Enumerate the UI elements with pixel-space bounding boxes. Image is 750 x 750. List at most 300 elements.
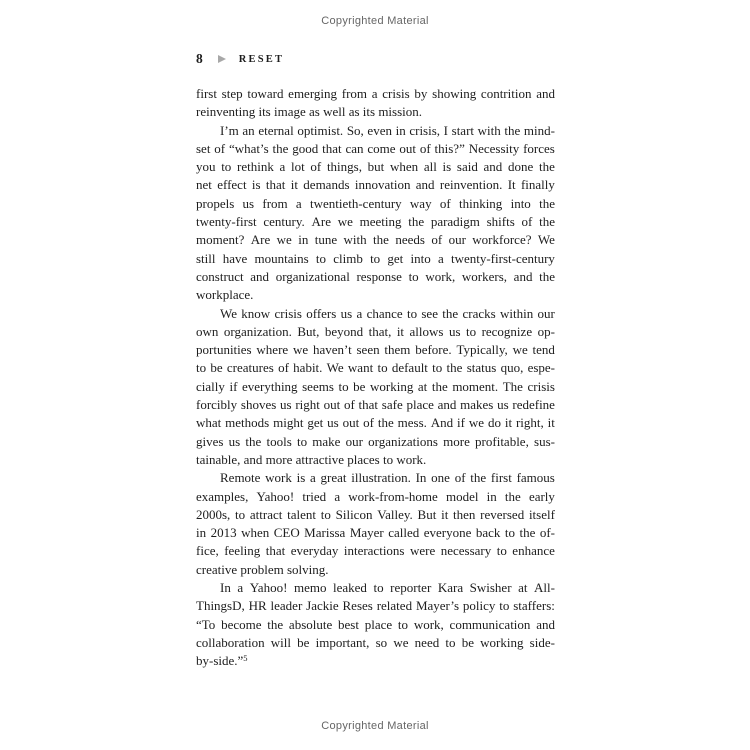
word: to [338,378,349,394]
word: still [196,250,216,266]
word: one [431,470,450,486]
word: The [502,378,523,394]
word: can [345,140,364,156]
word: them [384,342,411,358]
word: a [237,580,244,596]
word: the [539,195,555,211]
word: in [196,525,207,541]
text-line [196,359,555,377]
copyright-notice-bottom: Copyrighted Material [321,720,429,732]
word: famous [516,470,555,486]
word: leaked [333,580,367,596]
word: related [376,598,413,614]
word: the [442,305,459,321]
word: century. [263,214,305,230]
word: Necessity [468,140,520,156]
word: to [499,598,510,614]
word: optimist. [297,122,344,138]
word: creatures [226,360,274,376]
word: chance [366,305,403,321]
word: side- [529,634,555,650]
word: where [256,342,289,358]
word: out [323,397,341,413]
word: of- [539,525,555,541]
word: what [196,415,222,431]
word: tools [266,433,292,449]
word: of [310,159,322,175]
word: to [504,525,515,541]
word: it [504,415,513,431]
word: I [443,122,449,138]
word: a [356,305,363,321]
word: We [326,360,344,376]
word: you [196,159,216,175]
word: “what’s [228,140,269,156]
word: important, [315,634,370,650]
word: mess. [397,415,427,431]
word: feeling [224,543,261,559]
word: the [538,159,555,175]
word: reinvention. [439,177,503,193]
word: to [315,250,327,266]
word: ThingsD, [196,598,245,614]
word: net [196,177,212,193]
text-line [196,433,555,451]
word: when [241,525,270,541]
word: methods [225,415,270,431]
word: In [415,470,427,486]
word: and [437,397,457,413]
word: get [387,250,404,266]
word: absolute [288,616,333,632]
word: it [396,323,405,339]
word: we [276,232,292,248]
word: memo [293,580,327,596]
word: showing [432,86,477,101]
word: recognize [481,323,533,339]
word: the [245,433,262,449]
word: organizational [275,268,350,284]
word: status [466,360,497,376]
word: us [448,323,461,339]
word: CEO [273,525,300,541]
word: 2013 [210,525,237,541]
word: own [196,323,219,339]
word: enhance [512,543,555,559]
word: be [210,360,223,376]
word: forces [523,140,555,156]
word: us [327,415,339,431]
word: early [528,488,555,504]
word: model [445,488,479,504]
word: We [220,305,237,321]
word: then [453,506,476,522]
word: to [235,506,246,522]
word: cially [196,378,225,394]
word: great [320,470,347,486]
word: place [406,397,434,413]
word: even [367,122,392,138]
word: be [353,378,366,394]
word: all [423,159,437,175]
word: op- [537,323,555,339]
word: when [389,159,419,175]
word: us [228,433,241,449]
word: propels [196,195,235,211]
text-line [196,85,555,103]
word: eternal [258,122,294,138]
word: contrition [480,86,532,101]
word: do [487,415,501,431]
text-line [196,268,555,286]
word: crisis [382,86,410,101]
word: of [278,360,289,376]
word: construct [196,268,244,284]
footnote-reference: 5 [243,653,248,664]
text-line: workplace. [196,287,254,303]
word: But [417,506,437,522]
word: the [539,268,555,284]
word: HR [248,598,267,614]
word: redefine [512,397,555,413]
word: to [406,305,418,321]
word: workers, [461,268,508,284]
word: Typically, [456,342,508,358]
word: into [510,195,531,211]
word: meeting [359,214,402,230]
text-line [196,195,555,213]
word: and [415,177,435,193]
word: this?” [434,140,465,156]
word: the [377,415,394,431]
word: at [417,378,428,394]
word: It [507,177,516,193]
word: to [496,543,507,559]
text-line [196,597,555,615]
word: done [508,159,534,175]
word: a [310,470,316,486]
word: demands [303,177,350,193]
word: is [251,177,261,193]
word: workforce? [472,232,532,248]
running-head-title: RESET [238,53,285,65]
word: it [547,415,555,431]
word: the [272,140,289,156]
word: get [307,415,324,431]
word: safe [381,397,403,413]
word: mountains [254,250,309,266]
right-triangle-icon [218,55,226,63]
word: it [441,506,449,522]
word: that [265,177,286,193]
word: needs [395,232,425,248]
word: to [377,360,388,376]
word: of [439,195,451,211]
word: place [364,616,393,632]
word: come [367,140,396,156]
word: examples, [196,488,249,504]
word: at [518,580,528,596]
word: moment. [452,378,499,394]
word: thinking [458,195,503,211]
word: Yahoo! [249,580,288,596]
word: right [295,397,320,413]
word: gives [196,433,224,449]
word: working [480,634,524,650]
word: start [451,122,475,138]
word: have [222,250,248,266]
word: our [537,305,555,321]
word: and [536,616,555,632]
word: reporter [390,580,432,596]
text-line [196,323,555,341]
word: by [414,86,428,101]
word: from [341,86,368,101]
word: twenty-first-century [450,250,555,266]
text-line: tainable, and more attractive places to work. [196,451,427,467]
word: of [521,214,533,230]
word: Swisher [469,580,512,596]
word: offers [306,305,337,321]
word: and [250,268,270,284]
word: out [399,140,416,156]
text-line: reinventing its image as well as its mission. [196,104,423,120]
word: toward [247,86,284,101]
word: it [290,177,298,193]
word: effect [217,177,247,193]
word: the [470,470,487,486]
word: Mayer’s [415,598,460,614]
word: seen [356,342,380,358]
text-line [196,250,555,268]
word: All- [534,580,555,596]
word: into [410,250,431,266]
word: everyday [290,543,339,559]
word: In [220,580,231,596]
word: seems [302,378,334,394]
word: Marissa [304,525,346,541]
word: we [337,214,353,230]
word: portunities [196,342,252,358]
word: that, [368,323,392,339]
word: policy [462,598,496,614]
word: make [312,433,341,449]
word: mind- [523,122,555,138]
word: talent [287,506,317,522]
word: habit. [293,360,323,376]
word: work-from-home [348,488,438,504]
word: Yahoo! [256,488,295,504]
word: reversed [480,506,525,522]
word: Reses [342,598,373,614]
word: the [539,214,555,230]
word: communication [449,616,531,632]
word: the [504,488,521,504]
word: to [408,268,419,284]
word: before. [415,342,452,358]
word: necessary [440,543,492,559]
word: but [367,159,385,175]
word: so [375,634,388,650]
word: the [408,214,425,230]
word: I’m [220,122,239,138]
word: everyone [423,525,472,541]
word: lot [290,159,305,175]
word: of [431,232,443,248]
word: us [280,397,292,413]
word: things, [326,159,362,175]
word: emerging [288,86,338,101]
text-line: by-side.”$^5$ [196,653,248,669]
word: a [437,250,444,266]
word: that [358,397,379,413]
word: that [265,543,286,559]
word: itself [528,506,555,522]
word: to [432,360,443,376]
word: staffers: [513,598,555,614]
word: good [292,140,319,156]
word: moment? [196,232,245,248]
text-line [196,341,555,359]
word: to [445,634,456,650]
word: first [490,470,512,486]
word: we [468,415,485,431]
word: to [370,250,381,266]
text-line [196,506,555,524]
word: Jackie [306,598,339,614]
word: with [343,232,367,248]
text-line: creative problem solving. [196,561,329,577]
word: And [430,415,454,431]
word: tend [532,342,555,358]
word: fice, [196,543,219,559]
word: of [454,470,466,486]
word: profitable, [475,433,529,449]
text-line [196,158,555,176]
word: and [536,86,555,101]
word: back [475,525,501,541]
word: Are [311,214,331,230]
word: our [448,232,466,248]
word: organizations [368,433,438,449]
word: a [334,488,341,504]
word: if [457,415,465,431]
word: and [513,268,533,284]
word: is [442,159,452,175]
word: cracks [462,305,496,321]
word: default [391,360,428,376]
word: us [497,397,509,413]
word: 2000s, [196,506,231,522]
word: the [519,525,536,541]
copyright-notice-top: Copyrighted Material [321,15,429,27]
word: makes [460,397,494,413]
word: we [512,342,528,358]
word: So, [346,122,364,138]
text-line [196,396,555,414]
word: innovation [354,177,411,193]
text-line [196,414,555,432]
word: first [196,86,217,101]
word: “To [196,616,216,632]
word: We [537,232,555,248]
word: the [504,122,521,138]
word: forcibly [196,397,238,413]
text-line [196,524,555,542]
word: crisis, [409,122,441,138]
word: in [395,122,406,138]
word: to [373,580,384,596]
word: beyond [324,323,364,339]
word: the [431,378,448,394]
page-number: 8 [196,51,203,66]
word: of [363,415,374,431]
word: us [242,195,255,211]
word: allows [409,323,444,339]
word: shifts [486,214,515,230]
word: of [419,140,431,156]
word: attract [249,506,283,522]
word: shoves [240,397,277,413]
text-line [196,542,555,560]
word: in [486,488,497,504]
word: to [221,159,232,175]
word: know [241,305,271,321]
word: see [421,305,438,321]
word: work, [413,616,444,632]
page-body [196,85,555,671]
word: need [414,634,440,650]
word: quo, [500,360,524,376]
word: called [388,525,420,541]
word: Remote [220,470,261,486]
word: be [297,634,310,650]
word: leader [270,598,303,614]
word: of [214,140,226,156]
word: to [320,506,331,522]
word: with [477,122,501,138]
text-line [196,140,555,158]
word: response [356,268,402,284]
word: crisis [274,305,302,321]
word: organization. [223,323,292,339]
word: climb [333,250,363,266]
word: will [270,634,291,650]
text-line [196,378,555,396]
word: Silicon [335,506,373,522]
word: out [342,415,360,431]
word: that [322,140,342,156]
word: a [295,195,302,211]
word: Are [250,232,271,248]
word: rethink [237,159,274,175]
word: espe- [527,360,555,376]
word: a [371,86,378,101]
word: and [483,159,503,175]
word: step [221,86,243,101]
text-line [196,616,555,634]
word: paradigm [430,214,480,230]
text-line [196,176,555,194]
word: set [196,140,211,156]
word: Valley. [377,506,413,522]
word: the [373,232,389,248]
text-line [196,213,555,231]
word: might [273,415,304,431]
word: working [370,378,414,394]
word: best [338,616,359,632]
word: said [456,159,478,175]
